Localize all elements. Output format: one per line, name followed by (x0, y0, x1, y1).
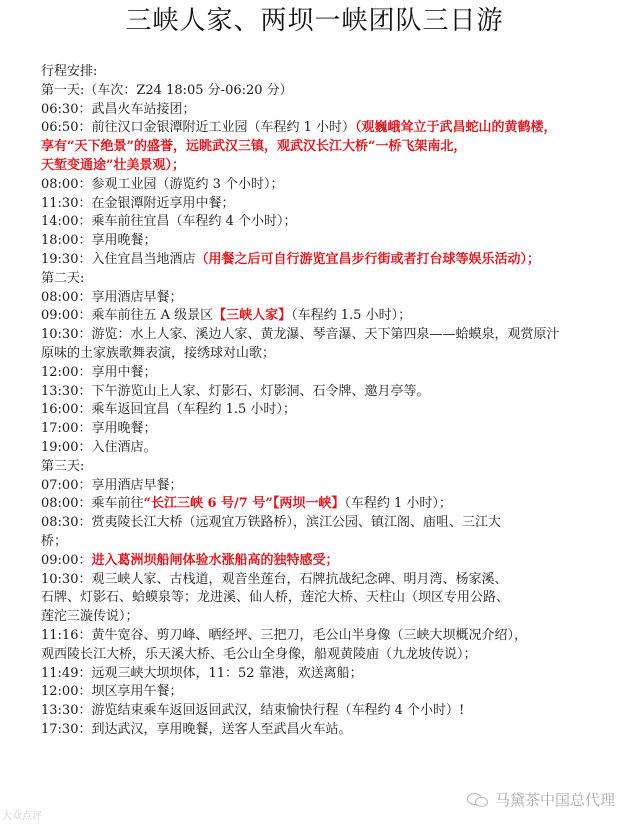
page-title: 三峡人家、两坝一峡团队三日游 (125, 6, 504, 36)
itinerary-line (41, 289, 601, 308)
itinerary-line (41, 683, 601, 702)
wechat-icon (467, 791, 489, 809)
itinerary-line (41, 101, 601, 120)
line-text: 第三天: (41, 458, 85, 474)
line-text: 13:30：游览结束乘车返回返回武汉，结束愉快行程（车程约 4 个小时）! (41, 703, 465, 719)
itinerary-line (41, 270, 601, 289)
itinerary-line (41, 213, 601, 232)
itinerary-line (41, 251, 601, 270)
itinerary-line (41, 232, 601, 251)
line-text: （车程约 1 小时）； (344, 496, 452, 512)
line-text: 14:00：乘车前往宜昌（车程约 4 个小时）； (41, 214, 297, 230)
line-text: 09:00：乘车前往五 A 级景区 (41, 308, 214, 324)
line-text: 莲沱三漩传说）； (41, 609, 139, 625)
line-text: 06:50：前往汉口金银潭附近工业园（车程约 1 小时） (41, 120, 355, 136)
line-text: 08:00：享用酒店早餐； (41, 289, 183, 305)
itinerary-line (41, 176, 601, 195)
line-text: 观西陵长江大桥，乐天溪大桥、毛公山全身像，船观黄陵庙（九龙坡传说）； (41, 646, 477, 662)
highlight-text: 进入葛洲坝船闸体验水涨船高的独特感受； (91, 552, 339, 568)
line-text: 17:00：享用晚餐； (41, 421, 157, 437)
itinerary-body (41, 63, 601, 740)
itinerary-line (41, 458, 601, 477)
itinerary-line (41, 533, 601, 552)
highlight-text: （观巍峨耸立于武昌蛇山的黄鹤楼， (355, 120, 557, 136)
line-text: 13:30：下午游览山上人家、灯影石、灯影洞、石令牌、邀月亭等。 (41, 383, 430, 399)
itinerary-line (41, 514, 601, 533)
itinerary-line (41, 420, 601, 439)
line-text: 12:00：坝区享用午餐； (41, 684, 183, 700)
line-text: 第一天:（车次：Z24 18:05 分-06:20 分） (41, 82, 293, 98)
highlight-text: （用餐之后可自行游览宜昌步行街或者打台球等娱乐活动）； (195, 251, 540, 267)
itinerary-line (41, 627, 601, 646)
itinerary-line (41, 326, 601, 345)
itinerary-line (41, 157, 601, 176)
line-text: 06:30：武昌火车站接团； (41, 101, 196, 117)
line-text: （车程约 1.5 小时）； (291, 308, 412, 324)
line-text: 07:00：享用酒店早餐； (41, 477, 183, 493)
line-text: 08:30：赏夷陵长江大桥（远观宜万铁路桥），滨江公园、镇江阁、庙咀、三江大 (41, 515, 501, 531)
itinerary-line (41, 721, 601, 740)
line-text: 18:00：享用晚餐； (41, 233, 157, 249)
itinerary-line (41, 646, 601, 665)
line-text: 10:30：观三峡人家、古栈道，观音坐莲台，石牌抗战纪念碑、明月湾、杨家溪、 (41, 571, 508, 587)
itinerary-line (41, 608, 601, 627)
line-text: 19:00：入住酒店。 (41, 439, 157, 455)
watermark-left: 大众点评 (2, 811, 42, 822)
watermark-right (467, 789, 615, 810)
itinerary-line (41, 702, 601, 721)
itinerary-line (41, 195, 601, 214)
itinerary-line (41, 119, 601, 138)
line-text: 第二天: (41, 270, 85, 286)
line-text: 11:49：远观三峡大坝坝体，11：52 靠港，欢送离船； (41, 665, 363, 681)
line-text: 11:30：在金银潭附近享用中餐； (41, 195, 235, 211)
line-text: 12:00：享用中餐； (41, 364, 157, 380)
line-text: 17:30：到达武汉，享用晚餐，送客人至武昌火车站。 (41, 721, 352, 737)
line-text: 石牌、灯影石、蛤蟆泉等；龙进溪、仙人桥，莲沱大桥、天柱山（坝区专用公路、 (41, 590, 510, 606)
itinerary-line (41, 383, 601, 402)
line-text: 11:16：黄牛宽谷、剪刀峰、晒经坪、三把刀，毛公山半身像（三峡大坝概况介绍）， (41, 627, 527, 643)
highlight-text: 享有“天下绝景”的盛誉，远眺武汉三镇，观武汉长江大桥“一桥飞架南北， (41, 139, 467, 155)
itinerary-line (41, 345, 601, 364)
highlight-text: “长江三峡 6 号/7 号”【两坝一峡】 (143, 496, 345, 512)
line-text: 08:00：参观工业园（游览约 3 个小时）； (41, 176, 284, 192)
line-text: 19:30：入住宜昌当地酒店 (41, 251, 196, 267)
itinerary-line (41, 477, 601, 496)
itinerary-line (41, 63, 601, 82)
line-text: 10:30：游览：水上人家、溪边人家、黄龙瀑、琴音瀑、天下第四泉——蛤蟆泉，观赏原汁 (41, 327, 560, 343)
itinerary-line (41, 439, 601, 458)
itinerary-line (41, 495, 601, 514)
highlight-text: 【三峡人家】 (213, 308, 292, 324)
itinerary-line (41, 307, 601, 326)
line-text: 16:00：乘车返回宜昌（车程约 1.5 小时）； (41, 402, 296, 418)
itinerary-line (41, 401, 601, 420)
highlight-text: 天堑变通途”壮美景观）； (41, 157, 185, 173)
itinerary-line (41, 571, 601, 590)
itinerary-line (41, 665, 601, 684)
itinerary-line (41, 364, 601, 383)
line-text: 08:00：乘车前往 (41, 496, 144, 512)
itinerary-line (41, 138, 601, 157)
line-text: 原味的土家族歌舞表演，接绣球对山歌； (41, 345, 276, 361)
itinerary-line (41, 82, 601, 101)
line-text: 桥； (41, 533, 68, 549)
watermark-right-label: 马黛茶中国总代理 (494, 791, 615, 809)
itinerary-line (41, 552, 601, 571)
line-text: 行程安排: (41, 64, 98, 79)
itinerary-line (41, 589, 601, 608)
line-text: 09:00： (41, 552, 92, 568)
